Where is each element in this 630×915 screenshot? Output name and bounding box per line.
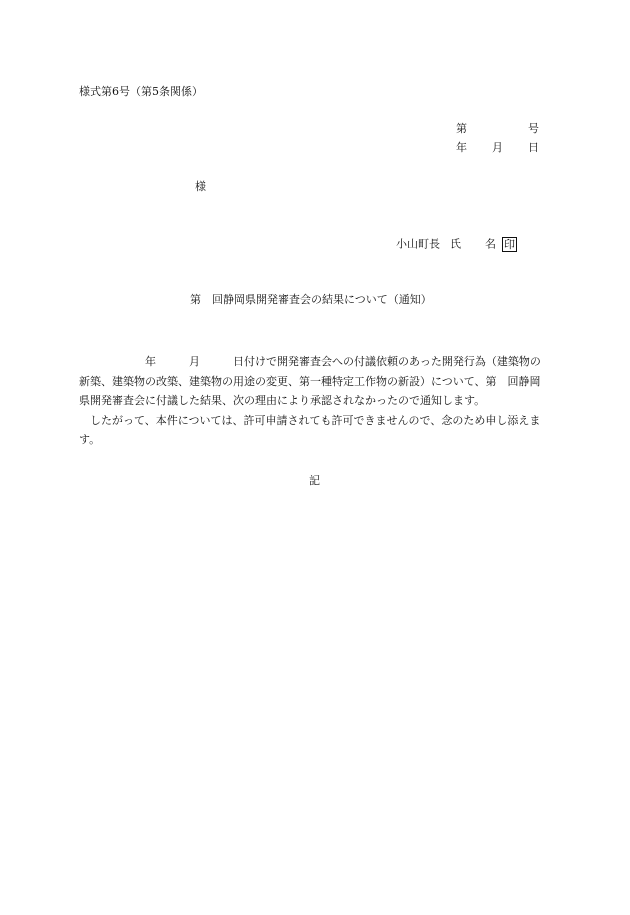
form-id: 様式第6号（第5条関係）	[79, 85, 203, 98]
date-day: 日	[528, 141, 539, 154]
seal-mark: 印	[504, 238, 515, 251]
sender-title: 小山町長	[396, 237, 440, 251]
document-body	[79, 352, 549, 450]
sender	[396, 237, 517, 252]
date-year: 年	[456, 141, 467, 154]
document-title: 第 回静岡県開発審査会の結果について（通知）	[190, 293, 432, 306]
date-month: 月	[492, 141, 503, 154]
body-paragraph: したがって、本件については、許可申請されても許可できませんので、念のため申し添えます。	[79, 413, 541, 446]
body-paragraph: 年 月 日付けで開発審査会への付議依頼のあった開発行為（建築物の新築、建築物の改築、建築物の用途の変更、第一種特定工作物の新設）について、第 回静岡県開発審査会に付議した結果、次の理由により承認されなかったので通知します。	[79, 355, 541, 407]
document-number-prefix: 第	[456, 122, 467, 135]
ki-heading: 記	[309, 474, 320, 487]
sender-name-1: 氏	[450, 237, 461, 251]
addressee: 様	[195, 180, 206, 193]
sender-name-2: 名	[485, 237, 496, 251]
document-number-suffix: 号	[528, 122, 539, 135]
